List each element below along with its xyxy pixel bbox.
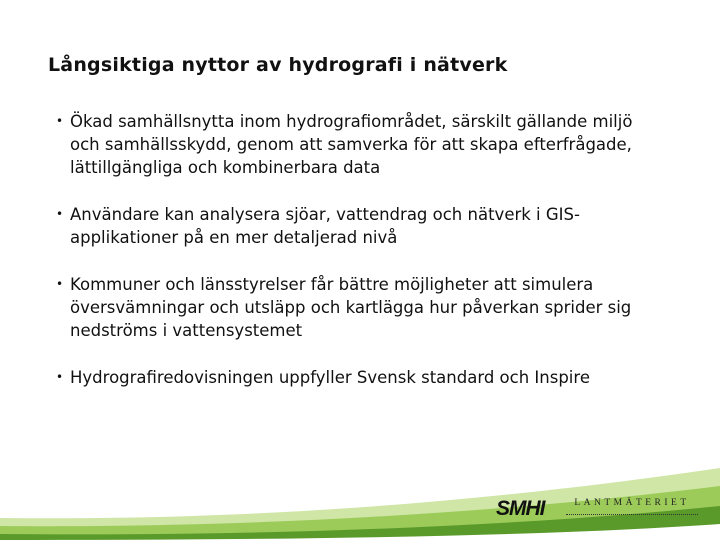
bullet-dot-icon: • (56, 277, 64, 291)
lantmateriet-logo-text: LANTMÄTERIET (574, 498, 690, 508)
bullet-item (56, 366, 636, 389)
smhi-logo: SMHI (496, 497, 545, 520)
lantmateriet-logo (566, 498, 698, 518)
bullet-dot-icon: • (56, 370, 64, 384)
lantmateriet-logo-underline (566, 514, 698, 515)
bullet-text: Hydrografiredovisningen uppfyller Svensk standard och Inspire (70, 368, 590, 387)
bullet-text: Ökad samhällsnytta inom hydrografiområdet, särskilt gällande miljö och samhällsskydd, genom att samverka för att skapa efterfrågade, lättillgängliga och kombinerbara data (70, 112, 633, 177)
bullet-text: Kommuner och länsstyrelser får bättre möjligheter att simulera översvämningar och utsläpp och kartlägga hur påverkan sprider sig nedströms i vattensystemet (70, 275, 632, 340)
bullet-item (56, 110, 636, 179)
bullet-dot-icon: • (56, 114, 64, 128)
bullet-text: Användare kan analysera sjöar, vattendrag och nätverk i GIS-applikationer på en mer detaljerad nivå (70, 205, 580, 247)
bullet-item (56, 203, 636, 249)
bullet-dot-icon: • (56, 207, 64, 221)
bullet-item (56, 273, 636, 342)
bullet-list (56, 110, 636, 413)
slide-title: Långsiktiga nyttor av hydrografi i nätverk (48, 54, 508, 76)
